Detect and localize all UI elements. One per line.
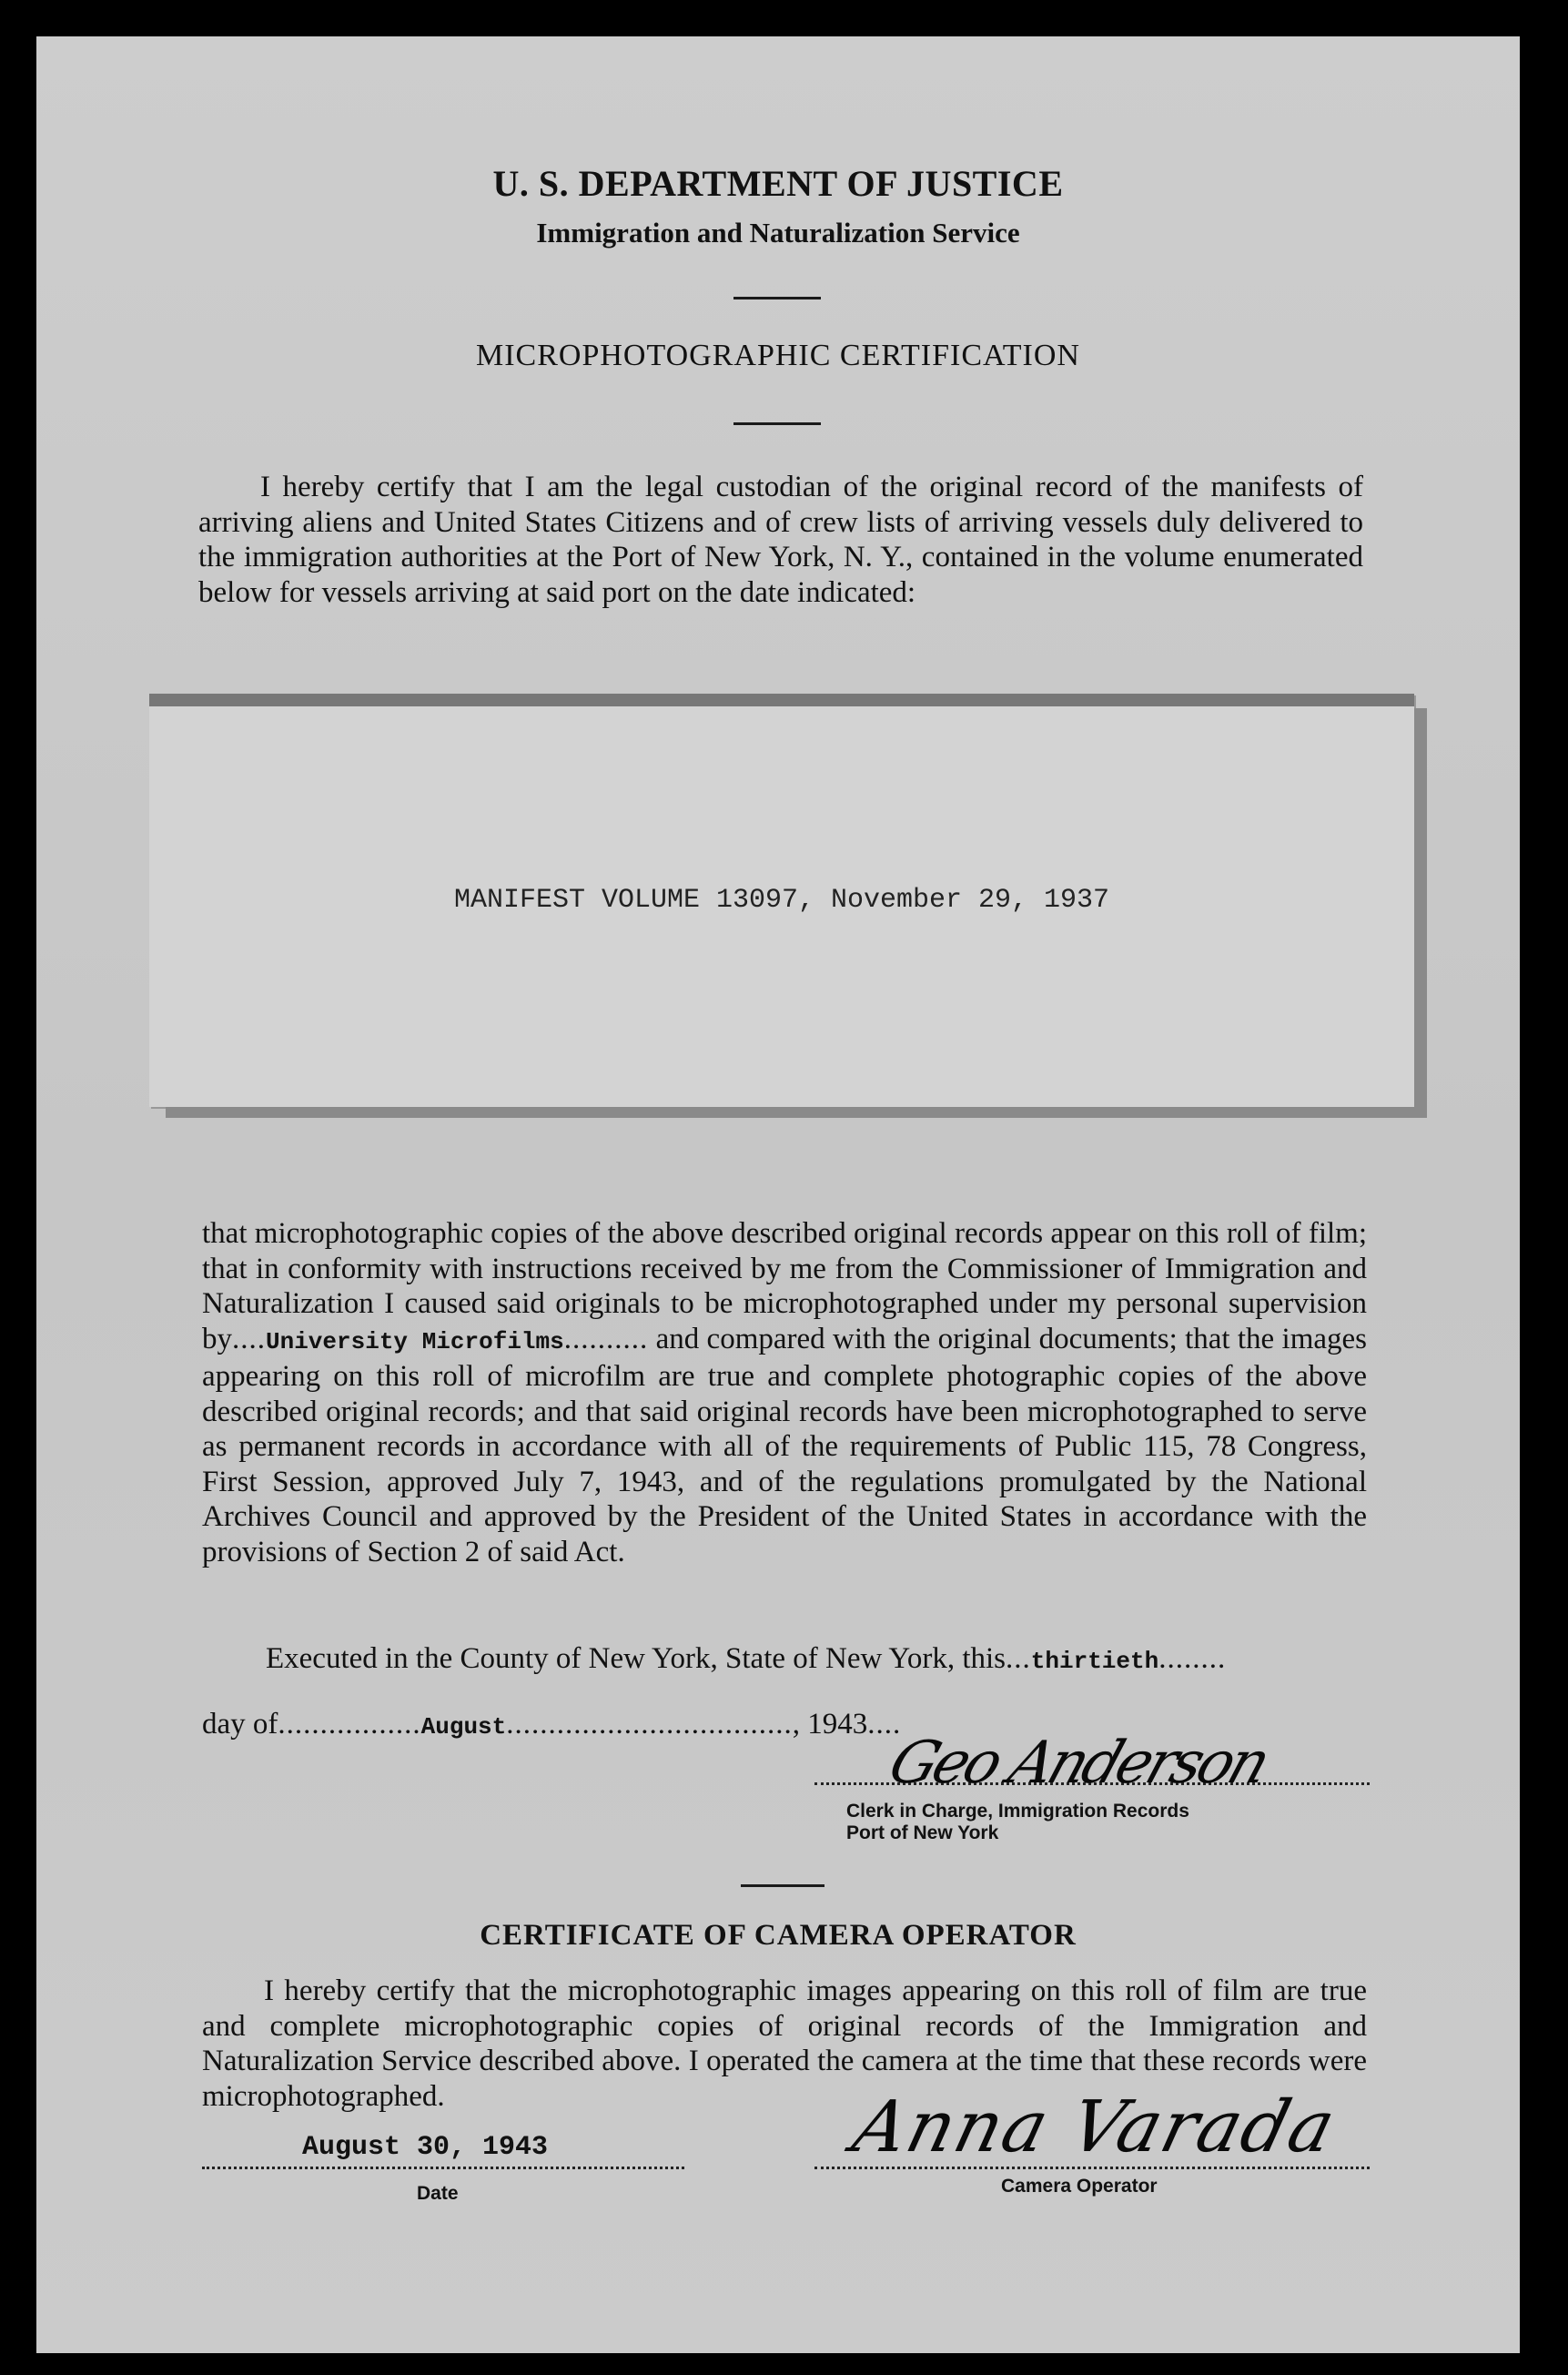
divider-rule [733, 297, 821, 299]
body-text-part1: that microphotographic copies of the above described original records appear on this roll of film; that in conformity with instructions received by me from the Commissioner of Immigration and Naturalization I caused said originals to be microphotographed under my personal supervision by [202, 1217, 1367, 1355]
executed-year: , 1943 [792, 1708, 868, 1741]
department-heading: U. S. DEPARTMENT OF JUSTICE [492, 163, 1064, 204]
body-text-part2: and compared with the original documents; that the images appearing on this roll of microfilm are true and complete photographic copies of the above described original records; and that said original records have been microphotographed to serve as permanent records in accordance with all of the requirements of Public 115, 78 Congress, First Session, approved July 7, 1943, and of the regulations promulgated by the National Archives Council and approved by the President of the United States in accordance with the provisions of Section 2 of said Act. [202, 1322, 1368, 1568]
manifest-slip [149, 694, 1414, 1107]
custodian-paragraph: I hereby certify that I am the legal custodian of the original record of the manifests of arriving aliens and United States Citizens and of crew lists of arriving vessels duly delivered to the immigration authorities at the Port of New York, N. Y., contained in the volume enumerated below for vessels arriving at said port on the date indicated: [198, 471, 1363, 609]
date-line [202, 2167, 684, 2169]
day-of-line: day of.................August.................................., 1943.... [202, 1708, 902, 1741]
service-subheading: Immigration and Naturalization Service [536, 217, 1020, 249]
divider-rule [733, 422, 821, 425]
executed-prefix: Executed in the County of New York, State of New York, this [266, 1642, 1007, 1675]
camera-operator-heading: CERTIFICATE OF CAMERA OPERATOR [480, 1919, 1077, 1952]
certification-title: MICROPHOTOGRAPHIC CERTIFICATION [475, 339, 1080, 372]
microfilm-agency: University Microfilms [266, 1327, 564, 1355]
clerk-signature: Geo Anderson [880, 1730, 1276, 1797]
executed-day: thirtieth [1030, 1648, 1159, 1675]
clerk-title-line1: Clerk in Charge, Immigration Records [846, 1801, 1189, 1822]
operator-signature-line [814, 2167, 1370, 2169]
certification-body: that microphotographic copies of the above described original records appear on this roll of film; that in conformity with instructions received by me from the Commissioner of Immigration and Naturalization I caused said originals to be microphotographed under my personal supervision by....University Microfilms.......... and compared with the original documents; that the images appearing on this roll of microfilm are true and complete photographic copies of the above described original records; and that said original records have been microphotographed to serve as permanent records in accordance with all of the requirements of Public 115, 78 Congress, First Session, approved July 7, 1943, and of the regulations promulgated by the National Archives Council and approved by the President of the United States in accordance with the provisions of Section 2 of said Act. [202, 1217, 1368, 1568]
clerk-title-line2: Port of New York [846, 1822, 999, 1843]
operator-date: August 30, 1943 [302, 2132, 549, 2163]
operator-signature: Anna Varada [845, 2086, 1345, 2168]
camera-operator-paragraph: I hereby certify that the microphotographic images appearing on this roll of film are true and complete microphotographic copies of original records of the Immigration and Naturalization Service described above. I operated the camera at the time that these records were microphotographed. [202, 1974, 1367, 2113]
camera-operator-label: Camera Operator [1001, 2176, 1158, 2197]
divider-rule [741, 1884, 824, 1887]
manifest-volume-text: MANIFEST VOLUME 13097, November 29, 1937 [453, 885, 1110, 916]
executed-line: Executed in the County of New York, State of New York, this...thirtieth........ [266, 1642, 1227, 1675]
day-of-label: day of [202, 1708, 278, 1741]
executed-month: August [420, 1713, 507, 1741]
date-label: Date [417, 2183, 459, 2204]
clerk-title [846, 1801, 1189, 1844]
certificate-page [36, 36, 1520, 2353]
